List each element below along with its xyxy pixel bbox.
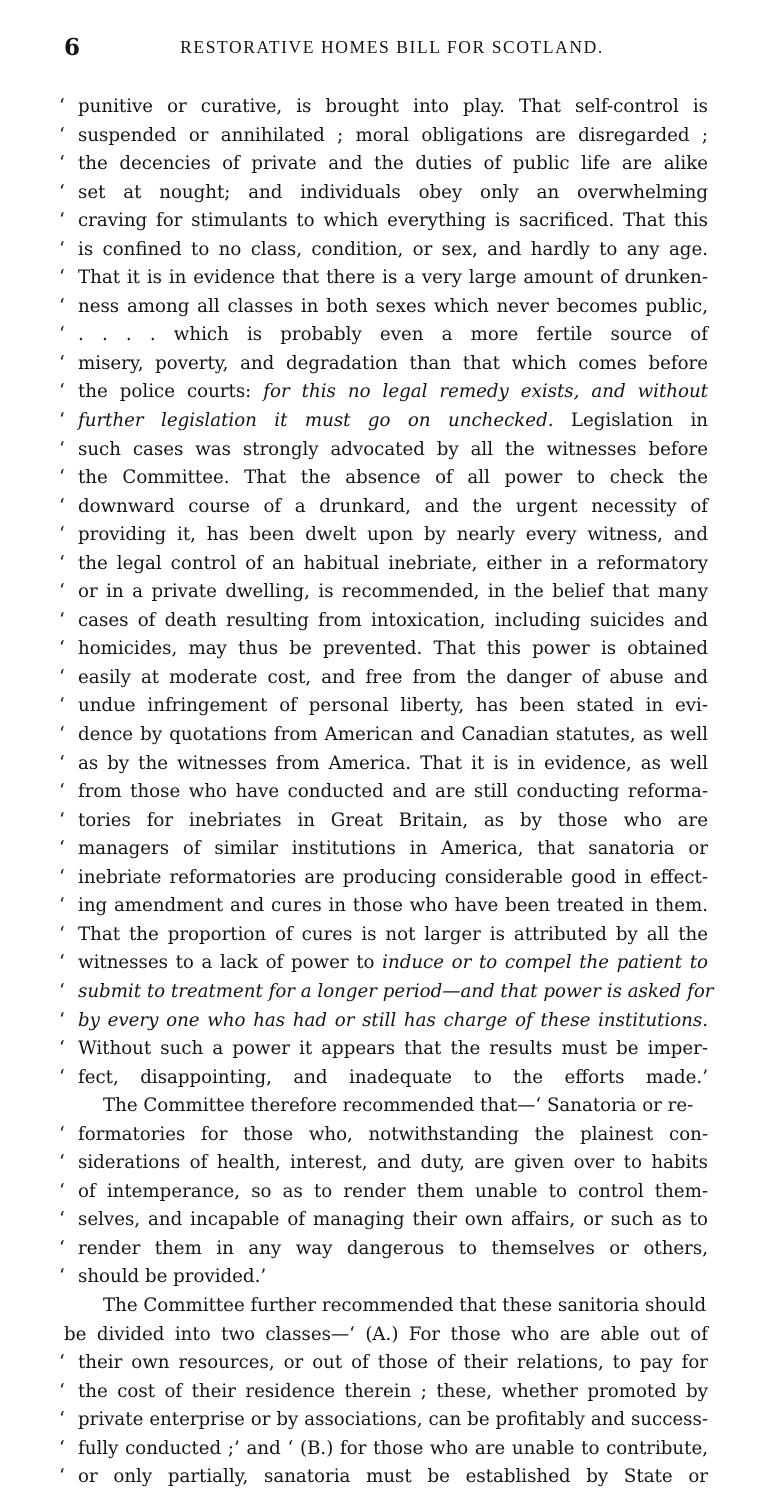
text-line <box>59 892 708 921</box>
quote-mark: ‘ <box>59 352 65 374</box>
text-line <box>59 493 708 522</box>
line-text: or only partially, sanatoria must be established by State or <box>78 1466 708 1488</box>
quote-mark: ‘ <box>59 581 65 603</box>
quote-mark: ‘ <box>59 895 65 917</box>
text-line <box>59 949 708 978</box>
quote-mark: ‘ <box>59 1437 65 1459</box>
text-line <box>59 122 708 151</box>
line-text: the decencies of private and the duties of public life are alike <box>78 153 708 175</box>
quote-mark: ‘ <box>59 438 65 460</box>
quote-mark: ‘ <box>59 1266 65 1288</box>
line-text: inebriate reformatories are producing considerable good in effect- <box>78 866 708 888</box>
text-line <box>59 1263 708 1292</box>
text-line <box>59 150 708 179</box>
line-text: craving for stimulants to which everything is sacrificed. That this <box>78 210 708 232</box>
line-text: That it is in evidence that there is a very large amount of drunken- <box>78 267 708 289</box>
text-line <box>59 835 708 864</box>
text-line <box>59 721 708 750</box>
quote-mark: ‘ <box>59 1409 65 1431</box>
text-line <box>59 93 708 122</box>
line-text: dence by quotations from American and Canadian statutes, as well <box>78 724 708 746</box>
text-line <box>59 1463 708 1492</box>
text-line <box>59 1121 708 1150</box>
line-text: as by the witnesses from America. That it is in evidence, as well <box>78 752 708 774</box>
text-line <box>64 1321 708 1350</box>
quote-mark: ‘ <box>59 923 65 945</box>
text-line <box>59 1406 708 1435</box>
quote-mark: ‘ <box>59 952 65 974</box>
line-text: homicides, may thus be prevented. That this power is obtained <box>78 638 708 660</box>
text-line <box>59 1435 708 1464</box>
line-text: misery, poverty, and degradation than that which comes before <box>78 352 708 374</box>
text-line <box>59 607 708 636</box>
quote-mark: ‘ <box>59 181 65 203</box>
text-line <box>59 407 708 436</box>
quote-mark: ‘ <box>59 1066 65 1088</box>
line-text: is confined to no class, condition, or sex, and hardly to any age. <box>78 238 708 260</box>
quote-mark: ‘ <box>59 324 65 346</box>
quote-mark: ‘ <box>59 210 65 232</box>
quote-mark: ‘ <box>59 1209 65 1231</box>
quote-mark: ‘ <box>59 153 65 175</box>
quote-mark: ‘ <box>59 238 65 260</box>
text-line <box>59 1007 708 1036</box>
quote-mark: ‘ <box>59 980 65 1002</box>
quote-mark: ‘ <box>59 96 65 117</box>
quote-mark: ‘ <box>59 410 65 432</box>
quote-mark: ‘ <box>59 1237 65 1259</box>
text-line <box>59 521 708 550</box>
line-text: fect, disappointing, and inadequate to the efforts made.’ <box>78 1066 708 1088</box>
line-text: the police courts: for this no legal remedy exists, and without <box>78 381 708 403</box>
quote-mark: ‘ <box>59 1009 65 1031</box>
text-line <box>59 692 708 721</box>
quote-mark: ‘ <box>59 381 65 403</box>
quote-mark: ‘ <box>59 609 65 631</box>
quote-mark: ‘ <box>59 666 65 688</box>
quote-mark: ‘ <box>59 752 65 774</box>
quote-mark: ‘ <box>59 267 65 289</box>
line-text: providing it, has been dwelt upon by nearly every witness, and <box>78 524 708 546</box>
text-line <box>59 778 708 807</box>
line-text: undue infringement of personal liberty, has been stated in evi- <box>78 695 708 717</box>
line-text: further legislation it must go on unchecked. Legislation in <box>78 410 708 432</box>
quote-mark: ‘ <box>59 124 65 146</box>
quote-mark: ‘ <box>59 866 65 888</box>
line-text: The Committee further recommended that these sanitoria should <box>103 1294 707 1316</box>
text-line <box>59 207 708 236</box>
line-text: should be provided.’ <box>78 1266 267 1288</box>
page-header <box>64 34 720 74</box>
quote-mark: ‘ <box>59 809 65 831</box>
text-line <box>59 350 708 379</box>
quote-mark: ‘ <box>59 495 65 517</box>
text-line <box>59 921 708 950</box>
line-text: That the proportion of cures is not larger is attributed by all the <box>78 923 708 945</box>
line-text: from those who have conducted and are still conducting reforma- <box>78 781 708 803</box>
text-line <box>59 293 708 322</box>
text-line <box>59 550 708 579</box>
text-line <box>59 1149 708 1178</box>
line-text: their own resources, or out of those of their relations, to pay for <box>78 1352 708 1374</box>
quote-mark: ‘ <box>59 781 65 803</box>
text-line <box>59 1035 708 1064</box>
line-text: managers of similar institutions in America, that sanatoria or <box>78 838 708 860</box>
page-number: 6 <box>64 34 81 61</box>
text-line <box>59 378 708 407</box>
quote-mark: ‘ <box>59 1380 65 1402</box>
quote-mark: ‘ <box>59 1123 65 1145</box>
text-line <box>59 978 714 1007</box>
line-text: fully conducted ;’ and ‘ (B.) for those who are unable to contribute, <box>78 1437 708 1459</box>
text-line <box>59 750 708 779</box>
text-line <box>59 321 708 350</box>
line-text: The Committee therefore recommended that—‘ Sanatoria or re- <box>103 1095 694 1117</box>
line-text: the cost of their residence therein ; these, whether promoted by <box>78 1380 708 1402</box>
quote-mark: ‘ <box>59 524 65 546</box>
text-line <box>59 236 708 265</box>
quote-mark: ‘ <box>59 295 65 317</box>
text-line <box>59 578 708 607</box>
line-text: the Committee. That the absence of all power to check the <box>78 467 708 489</box>
text-line <box>59 179 708 208</box>
line-text: cases of death resulting from intoxication, including suicides and <box>78 609 708 631</box>
quote-mark: ‘ <box>59 1352 65 1374</box>
line-text: set at nought; and individuals obey only an overwhelming <box>78 181 708 203</box>
quote-mark: ‘ <box>59 1180 65 1202</box>
line-text: be divided into two classes—‘ (A.) For those who are able out of <box>64 1323 708 1345</box>
text-line <box>59 464 708 493</box>
text-line <box>59 264 708 293</box>
text-line <box>78 1292 708 1321</box>
text-line <box>59 1178 708 1207</box>
quote-mark: ‘ <box>59 638 65 660</box>
line-text: Without such a power it appears that the results must be imper- <box>78 1038 708 1060</box>
line-text: suspended or annihilated ; moral obligations are disregarded ; <box>78 124 708 146</box>
line-text: tories for inebriates in Great Britain, as by those who are <box>78 809 708 831</box>
text-line <box>78 1092 708 1121</box>
line-text: easily at moderate cost, and free from the danger of abuse and <box>78 666 708 688</box>
line-text: punitive or curative, is brought into play. That self-control is <box>78 96 708 117</box>
text-line <box>59 1064 708 1093</box>
text-line <box>59 436 708 465</box>
text-line <box>59 807 708 836</box>
text-line <box>59 635 708 664</box>
quote-mark: ‘ <box>59 552 65 574</box>
text-line <box>59 1349 708 1378</box>
running-title: RESTORATIVE HOMES BILL FOR SCOTLAND. <box>180 37 604 57</box>
quote-mark: ‘ <box>59 467 65 489</box>
line-text: witnesses to a lack of power to induce or to compel the patient to <box>78 952 708 974</box>
line-text: . . . . which is probably even a more fertile source of <box>78 324 708 346</box>
line-text: by every one who has had or still has charge of these institutions. <box>78 1009 708 1031</box>
body-text <box>59 93 714 1492</box>
text-line <box>59 864 708 893</box>
line-text: such cases was strongly advocated by all the witnesses before <box>78 438 708 460</box>
quote-mark: ‘ <box>59 1038 65 1060</box>
line-text: private enterprise or by associations, can be profitably and success- <box>78 1409 708 1431</box>
line-text: downward course of a drunkard, and the urgent necessity of <box>78 495 708 517</box>
line-text: ness among all classes in both sexes which never becomes public, <box>78 295 708 317</box>
quote-mark: ‘ <box>59 695 65 717</box>
line-text: submit to treatment for a longer period—and that power is asked for <box>78 980 714 1002</box>
line-text: render them in any way dangerous to themselves or others, <box>78 1237 708 1259</box>
text-line <box>59 1235 708 1264</box>
quote-mark: ‘ <box>59 838 65 860</box>
line-text: the legal control of an habitual inebriate, either in a reformatory <box>78 552 708 574</box>
line-text: siderations of health, interest, and duty, are given over to habits <box>78 1152 708 1174</box>
line-text: formatories for those who, notwithstanding the plainest con- <box>78 1123 708 1145</box>
text-line <box>59 664 708 693</box>
line-text: or in a private dwelling, is recommended, in the belief that many <box>78 581 708 603</box>
text-line <box>59 1206 708 1235</box>
quote-mark: ‘ <box>59 1466 65 1488</box>
line-text: of intemperance, so as to render them unable to control them- <box>78 1180 708 1202</box>
line-text: ing amendment and cures in those who have been treated in them. <box>78 895 708 917</box>
quote-mark: ‘ <box>59 1152 65 1174</box>
quote-mark: ‘ <box>59 724 65 746</box>
line-text: selves, and incapable of managing their own affairs, or such as to <box>78 1209 708 1231</box>
text-line <box>59 1378 708 1407</box>
